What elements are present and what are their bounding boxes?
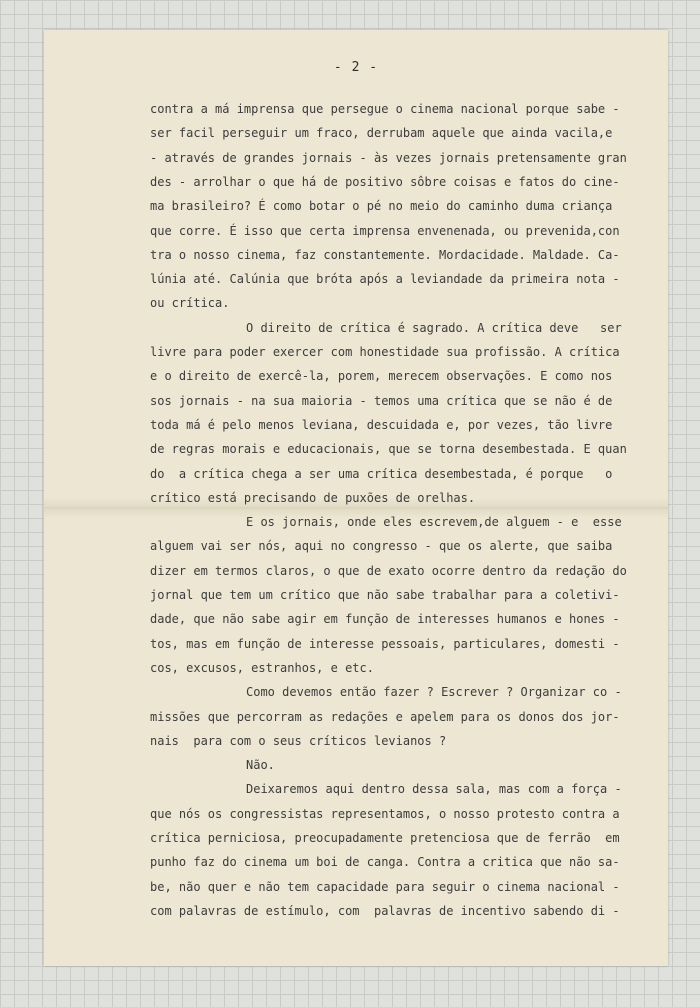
text-line: Deixaremos aqui dentro dessa sala, mas com a força - xyxy=(246,782,622,797)
text-line: Não. xyxy=(246,758,275,773)
text-line: tra o nosso cinema, faz constantemente. Mordacidade. Maldade. Ca- xyxy=(150,247,620,262)
text-line: nais para com o seus críticos levianos ? xyxy=(150,733,447,748)
text-line: que nós os congressistas representamos, o nosso protesto contra a xyxy=(150,806,620,821)
text-line: cos, excusos, estranhos, e etc. xyxy=(150,660,374,675)
text-line: punho faz do cinema um boi de canga. Contra a critica que não sa- xyxy=(150,855,620,870)
text-line: des - arrolhar o que há de positivo sôbre coisas e fatos do cine- xyxy=(150,174,620,189)
text-line: dade, que não sabe agir em função de interesses humanos e hones - xyxy=(150,612,620,627)
text-line: Como devemos então fazer ? Escrever ? Organizar co - xyxy=(246,685,622,700)
text-line: dizer em termos claros, o que de exato ocorre dentro da redação do xyxy=(150,563,627,578)
text-line: com palavras de estímulo, com palavras de incentivo sabendo di - xyxy=(150,903,620,918)
text-line: ser facil perseguir um fraco, derrubam aquele que ainda vacila,e xyxy=(150,126,613,141)
text-line: crítico está precisando de puxões de orelhas. xyxy=(150,490,476,505)
text-line: livre para poder exercer com honestidade sua profissão. A crítica xyxy=(150,345,620,359)
page-number: - 2 - xyxy=(333,60,379,75)
text-line: E os jornais, onde eles escrevem,de alguem - e esse xyxy=(246,515,622,530)
text-line: jornal que tem um crítico que não sabe trabalhar para a coletivi- xyxy=(150,588,620,602)
text-line: sos jornais - na sua maioria - temos uma crítica que se não é de xyxy=(150,393,613,408)
text-line: tos, mas em função de interesse pessoais, particulares, domesti - xyxy=(150,636,620,651)
text-line: toda má é pelo menos leviana, descuidada e, por vezes, tão livre xyxy=(150,417,613,432)
text-line: contra a má imprensa que persegue o cinema nacional porque sabe - xyxy=(150,102,620,116)
text-line: de regras morais e educacionais, que se torna desembestada. E quan xyxy=(150,442,627,457)
text-line: do a crítica chega a ser uma crítica desembestada, é porque o xyxy=(150,466,613,481)
text-line: - através de grandes jornais - às vezes jornais pretensamente gran xyxy=(150,150,627,165)
text-line: lúnia até. Calúnia que bróta após a leviandade da primeira nota - xyxy=(150,272,620,287)
text-line: crítica perniciosa, preocupadamente pretenciosa que de ferrão em xyxy=(150,831,620,845)
text-line: alguem vai ser nós, aqui no congresso - que os alerte, que saiba xyxy=(150,539,613,554)
text-line: be, não quer e não tem capacidade para seguir o cinema nacional - xyxy=(150,879,620,894)
text-line: missões que percorram as redações e apelem para os donos dos jor- xyxy=(150,709,620,724)
typewritten-page xyxy=(44,30,668,966)
text-line: ou crítica. xyxy=(150,296,230,311)
text-line: ma brasileiro? É como botar o pé no meio do caminho duma criança xyxy=(150,199,613,214)
text-line: O direito de crítica é sagrado. A crítica deve ser xyxy=(246,320,622,335)
text-line: e o direito de exercê-la, porem, merecem observações. E como nos xyxy=(150,369,613,384)
text-line: que corre. É isso que certa imprensa envenenada, ou prevenida,con xyxy=(150,223,620,238)
